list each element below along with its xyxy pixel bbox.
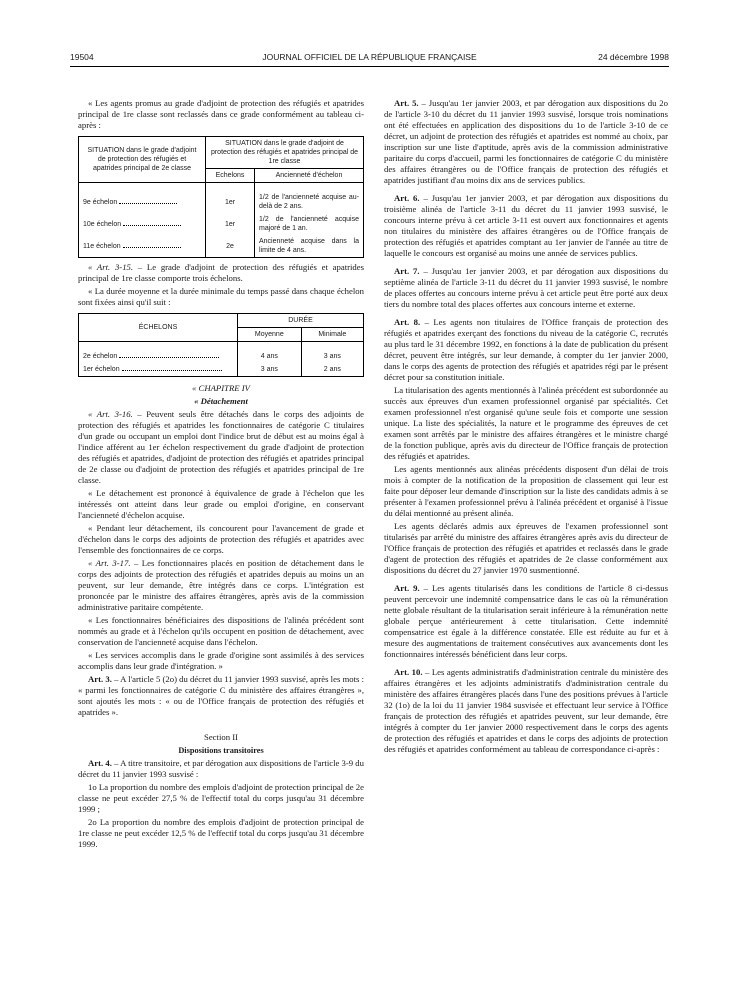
article-ref: Art. 4. <box>88 758 112 768</box>
table-row <box>79 213 364 235</box>
row-echelon: 2e <box>206 235 255 258</box>
article-ref: « Art. 3-16. <box>88 409 133 419</box>
article-ref: Art. 9. <box>394 583 420 593</box>
row-anciennete: Ancienneté acquise dans la limite de 4 ans. <box>255 235 364 258</box>
paragraph: La titularisation des agents mentionnés à l'alinéa précédent est subordonnée au succès aux épreuves d'un examen professionnel organisé par spécialités. Cet examen professionnel n'est organisé qu'une seule fois et comporte une session unique. La liste des spécialités, la nature et le programme des épreuves de cet examen sont arrêtés par le ministre des affaires étrangères et le ministre chargé de la fonction publique, après avis du directeur de l'Office français de protection des réfugiés et apatrides. <box>384 385 668 461</box>
duree-table <box>78 313 364 377</box>
paragraph: « Les services accomplis dans le grade d'origine sont assimilés à des services accomplis dans leur grade d'intégration. » <box>78 650 364 671</box>
paragraph: – Jusqu'au 1er janvier 2003, et par dérogation aux dispositions du 2o de l'article 3-10 du décret du 11 janvier 1993 susvisé, lorsque trois nominations ont été effectuées en application des dispositions du 1o de l'article 3-10 de ce décret, un adjoint de protection des réfugiés et apatrides est nommé au choix, par inscription sur une liste d'aptitude, après avis de la commission administrative paritaire du corps d'accueil, parmi les fonctionnaires de catégorie C du ministère des affaires étrangères ou de l'Office français de protection des réfugiés et apatrides justifiant d'au moins dix ans de services publics. <box>384 98 668 185</box>
paragraph: – A l'article 5 (2o) du décret du 11 janvier 1993 susvisé, après les mots : « parmi les fonctionnaires de catégorie C du ministère des affaires étrangères », sont ajoutés les mots : « ou de l'Office français de protection des réfugiés et apatrides ». <box>78 674 365 717</box>
table-row <box>79 342 364 364</box>
table-header-echelons: ÉCHELONS <box>79 314 238 342</box>
table-header-duree: DURÉE <box>238 314 364 328</box>
right-column <box>384 98 668 757</box>
paragraph: – Les agents non titulaires de l'Office français de protection des réfugiés et apatrides exerçant des fonctions du niveau de la catégorie C, recrutés au plus tard le 31 décembre 1992, en fonctions à la date de publication du présent décret, peuvent être intégrés, sur leur demande, à compter du 1er janvier 2000, dans le corps des agents de protection des réfugiés et apatrides régi par le présent décret pour sa constitution initiale. <box>384 317 668 382</box>
section-title: Dispositions transitoires <box>178 746 264 755</box>
paragraph: Les agents mentionnés aux alinéas précédents disposent d'un délai de trois mois à compter de la notification de la proposition de classement qui leur est faite pour déposer leur demande d'inscription sur la liste des candidats admis à se présenter à l'examen professionnel prévu à l'alinéa précédent et organisé à l'issue du délai mentionné au présent alinéa. <box>384 464 668 518</box>
article-ref: Art. 3. <box>88 674 112 684</box>
table-row <box>79 183 364 214</box>
chapter-heading: « CHAPITRE IV <box>192 383 250 393</box>
paragraph: Les agents déclarés admis aux épreuves de l'examen professionnel sont titularisés par arrêté du ministre des affaires étrangères après avis du directeur de l'Office français de protection des réfugiés et apatrides et reclassés dans le grade d'agent de protection des réfugiés et apatrides de 2e classe conformément aux dispositions du décret du 27 janvier 1970 susmentionné. <box>384 521 668 575</box>
article-ref: Art. 7. <box>394 266 420 276</box>
paragraph: – Le grade d'adjoint de protection des réfugiés et apatrides principal de 1re classe comporte trois échelons. <box>78 262 364 283</box>
table-header-minimale: Minimale <box>301 328 363 342</box>
issue-date: 24 décembre 1998 <box>598 52 669 62</box>
paragraph: – Les fonctionnaires placés en position de détachement dans le corps des adjoints de protection des réfugiés et apatrides depuis au moins un an peuvent, sur leur demande, être intégrés dans ce corps. L'intégration est prononcée par le ministre des affaires étrangères, après avis de la commission administrative paritaire compétente. <box>78 558 364 612</box>
table-row <box>79 363 364 377</box>
paragraph: – Les agents administratifs d'administration centrale du ministère des affaires étrangères et les adjoints administratifs d'administration centrale du ministère des affaires étrangères placés dans l'une des positions prévues à l'article 32 (1o) de la loi du 11 janvier 1984 susvisée et effectuant leur service à l'Office français de protection des réfugiés et apatrides peuvent, sur leur demande, être intégrés à compter du 1er janvier 2000 respectivement dans le corps des agents de protection des réfugiés et apatrides et dans le corps des adjoints de protection des réfugiés et apatrides conformément au tableau de correspondance ci-après : <box>384 667 668 754</box>
row-moyenne: 3 ans <box>238 363 302 377</box>
article-ref: Art. 5. <box>394 98 419 108</box>
row-minimale: 3 ans <box>301 342 363 364</box>
row-label: 2e échelon <box>83 353 118 360</box>
paragraph: « Le détachement est prononcé à équivalence de grade à l'échelon que les intéressés ont atteint dans leur grade ou emploi d'origine, en conservant l'ancienneté d'échelon acquise. <box>78 488 364 520</box>
article-ref: Art. 6. <box>394 193 420 203</box>
paragraph: « Pendant leur détachement, ils concourent pour l'avancement de grade et d'échelon dans le corps des adjoints de protection des réfugiés et apatrides avec l'ensemble des fonctionnaires de ce corps. <box>78 523 364 555</box>
paragraph: « Les agents promus au grade d'adjoint de protection des réfugiés et apatrides principal de 1re classe sont reclassés dans ce grade conformément au tableau ci-après : <box>78 98 364 130</box>
table-header-moyenne: Moyenne <box>238 328 302 342</box>
row-echelon: 1er <box>206 213 255 235</box>
row-minimale: 2 ans <box>301 363 363 377</box>
section-heading: Section II <box>203 732 239 742</box>
paragraph: – Jusqu'au 1er janvier 2003, et par dérogation aux dispositions du troisième alinéa de l'article 3-11 du décret du 11 janvier 1993 susvisé, le concours interne prévu à cet article 3-11 est ouvert aux fonctionnaires et agents non titulaires du ministère des affaires étrangères ou de l'Office français de protection des réfugiés et apatrides comptant au 1er janvier de l'année au titre de laquelle le concours est organisé au moins une année de services publics. <box>384 193 668 258</box>
row-label: 1er échelon <box>83 366 120 373</box>
paragraph: – A titre transitoire, et par dérogation aux dispositions de l'article 3-9 du décret du 11 janvier 1993 susvisé : <box>78 758 364 779</box>
article-ref: « Art. 3-17. <box>88 558 131 568</box>
table-header-situation-right: SITUATION dans le grade d'adjoint de protection des réfugiés et apatrides principal de 1re classe <box>206 137 364 169</box>
row-label: 11e échelon <box>83 242 121 250</box>
row-label: 10e échelon <box>83 220 122 228</box>
article-ref: Art. 10. <box>394 667 423 677</box>
page-number: 19504 <box>70 52 94 62</box>
table-row <box>79 235 364 258</box>
row-anciennete: 1/2 de l'ancienneté acquise majoré de 1 an. <box>255 213 364 235</box>
chapter-title: « Détachement <box>194 396 248 406</box>
paragraph: – Jusqu'au 1er janvier 2003, et par dérogation aux dispositions du septième alinéa de l'article 3-11 du décret du 11 janvier 1993 susvisé, le nombre de places offertes au concours interne prévu à cet article peut être porté aux deux tiers du nombre total des places offertes aux concours interne et externe. <box>384 266 668 309</box>
row-label: 9e échelon <box>83 198 118 206</box>
reclassement-table <box>78 136 364 258</box>
paragraph: 1o La proportion du nombre des emplois d'adjoint de protection principal de 2e classe ne peut excéder 27,5 % de l'effectif total du corps jusqu'au 31 décembre 1999 ; <box>78 782 364 814</box>
paragraph: – Peuvent seuls être détachés dans le corps des adjoints de protection des réfugiés et apatrides les fonctionnaires de catégorie C titulaires d'un grade ou occupant un emploi dont l'indice brut de début est au moins égal à l'indice afférent au 1er échelon respectivement du grade d'adjoint de protection des réfugiés et apatrides, d'adjoint de protection des réfugiés et apatrides principal de 2e classe ou d'adjoint de protection des réfugiés et apatrides principal de 1re classe. <box>78 409 364 485</box>
row-echelon: 1er <box>206 183 255 214</box>
journal-title: JOURNAL OFFICIEL DE LA RÉPUBLIQUE FRANÇAISE <box>262 52 477 62</box>
article-ref: Art. 8. <box>394 317 421 327</box>
paragraph: « La durée moyenne et la durée minimale du temps passé dans chaque échelon sont fixées ainsi qu'il suit : <box>78 286 364 307</box>
table-header-situation-left: SITUATION dans le grade d'adjoint de protection des réfugiés et apatrides principal de 2e classe <box>79 137 206 183</box>
paragraph: « Les fonctionnaires bénéficiaires des dispositions de l'alinéa précédent sont nommés au grade et à l'échelon qu'ils occupent en position de détachement, avec conservation de l'ancienneté acquise dans l'échelon. <box>78 615 364 647</box>
row-anciennete: 1/2 de l'ancienneté acquise au-delà de 2 ans. <box>255 183 364 214</box>
paragraph: – Les agents titularisés dans les conditions de l'article 8 ci-dessus peuvent percevoir une indemnité compensatrice dans le cas où la rémunération nette globale résultant de la titularisation serait inférieure à la rémunération nette globale perçue antérieurement à cette titularisation. Cette indemnité compensatrice est égale à la différence constatée. Elle est réduite au fur et à mesure des augmentations de traitement consécutives aux avancements dont les fonctionnaires intéressés bénéficient dans leur corps. <box>384 583 668 659</box>
page-header <box>70 52 669 67</box>
paragraph: 2o La proportion du nombre des emplois d'adjoint de protection principal de 1re classe ne peut excéder 12,5 % de l'effectif total du corps jusqu'au 31 décembre 1999. <box>78 817 364 849</box>
row-moyenne: 4 ans <box>238 342 302 364</box>
table-header-echelons: Echelons <box>206 169 255 183</box>
article-ref: « Art. 3-15. <box>88 262 134 272</box>
table-header-anciennete: Ancienneté d'échelon <box>255 169 364 183</box>
left-column <box>78 98 364 852</box>
